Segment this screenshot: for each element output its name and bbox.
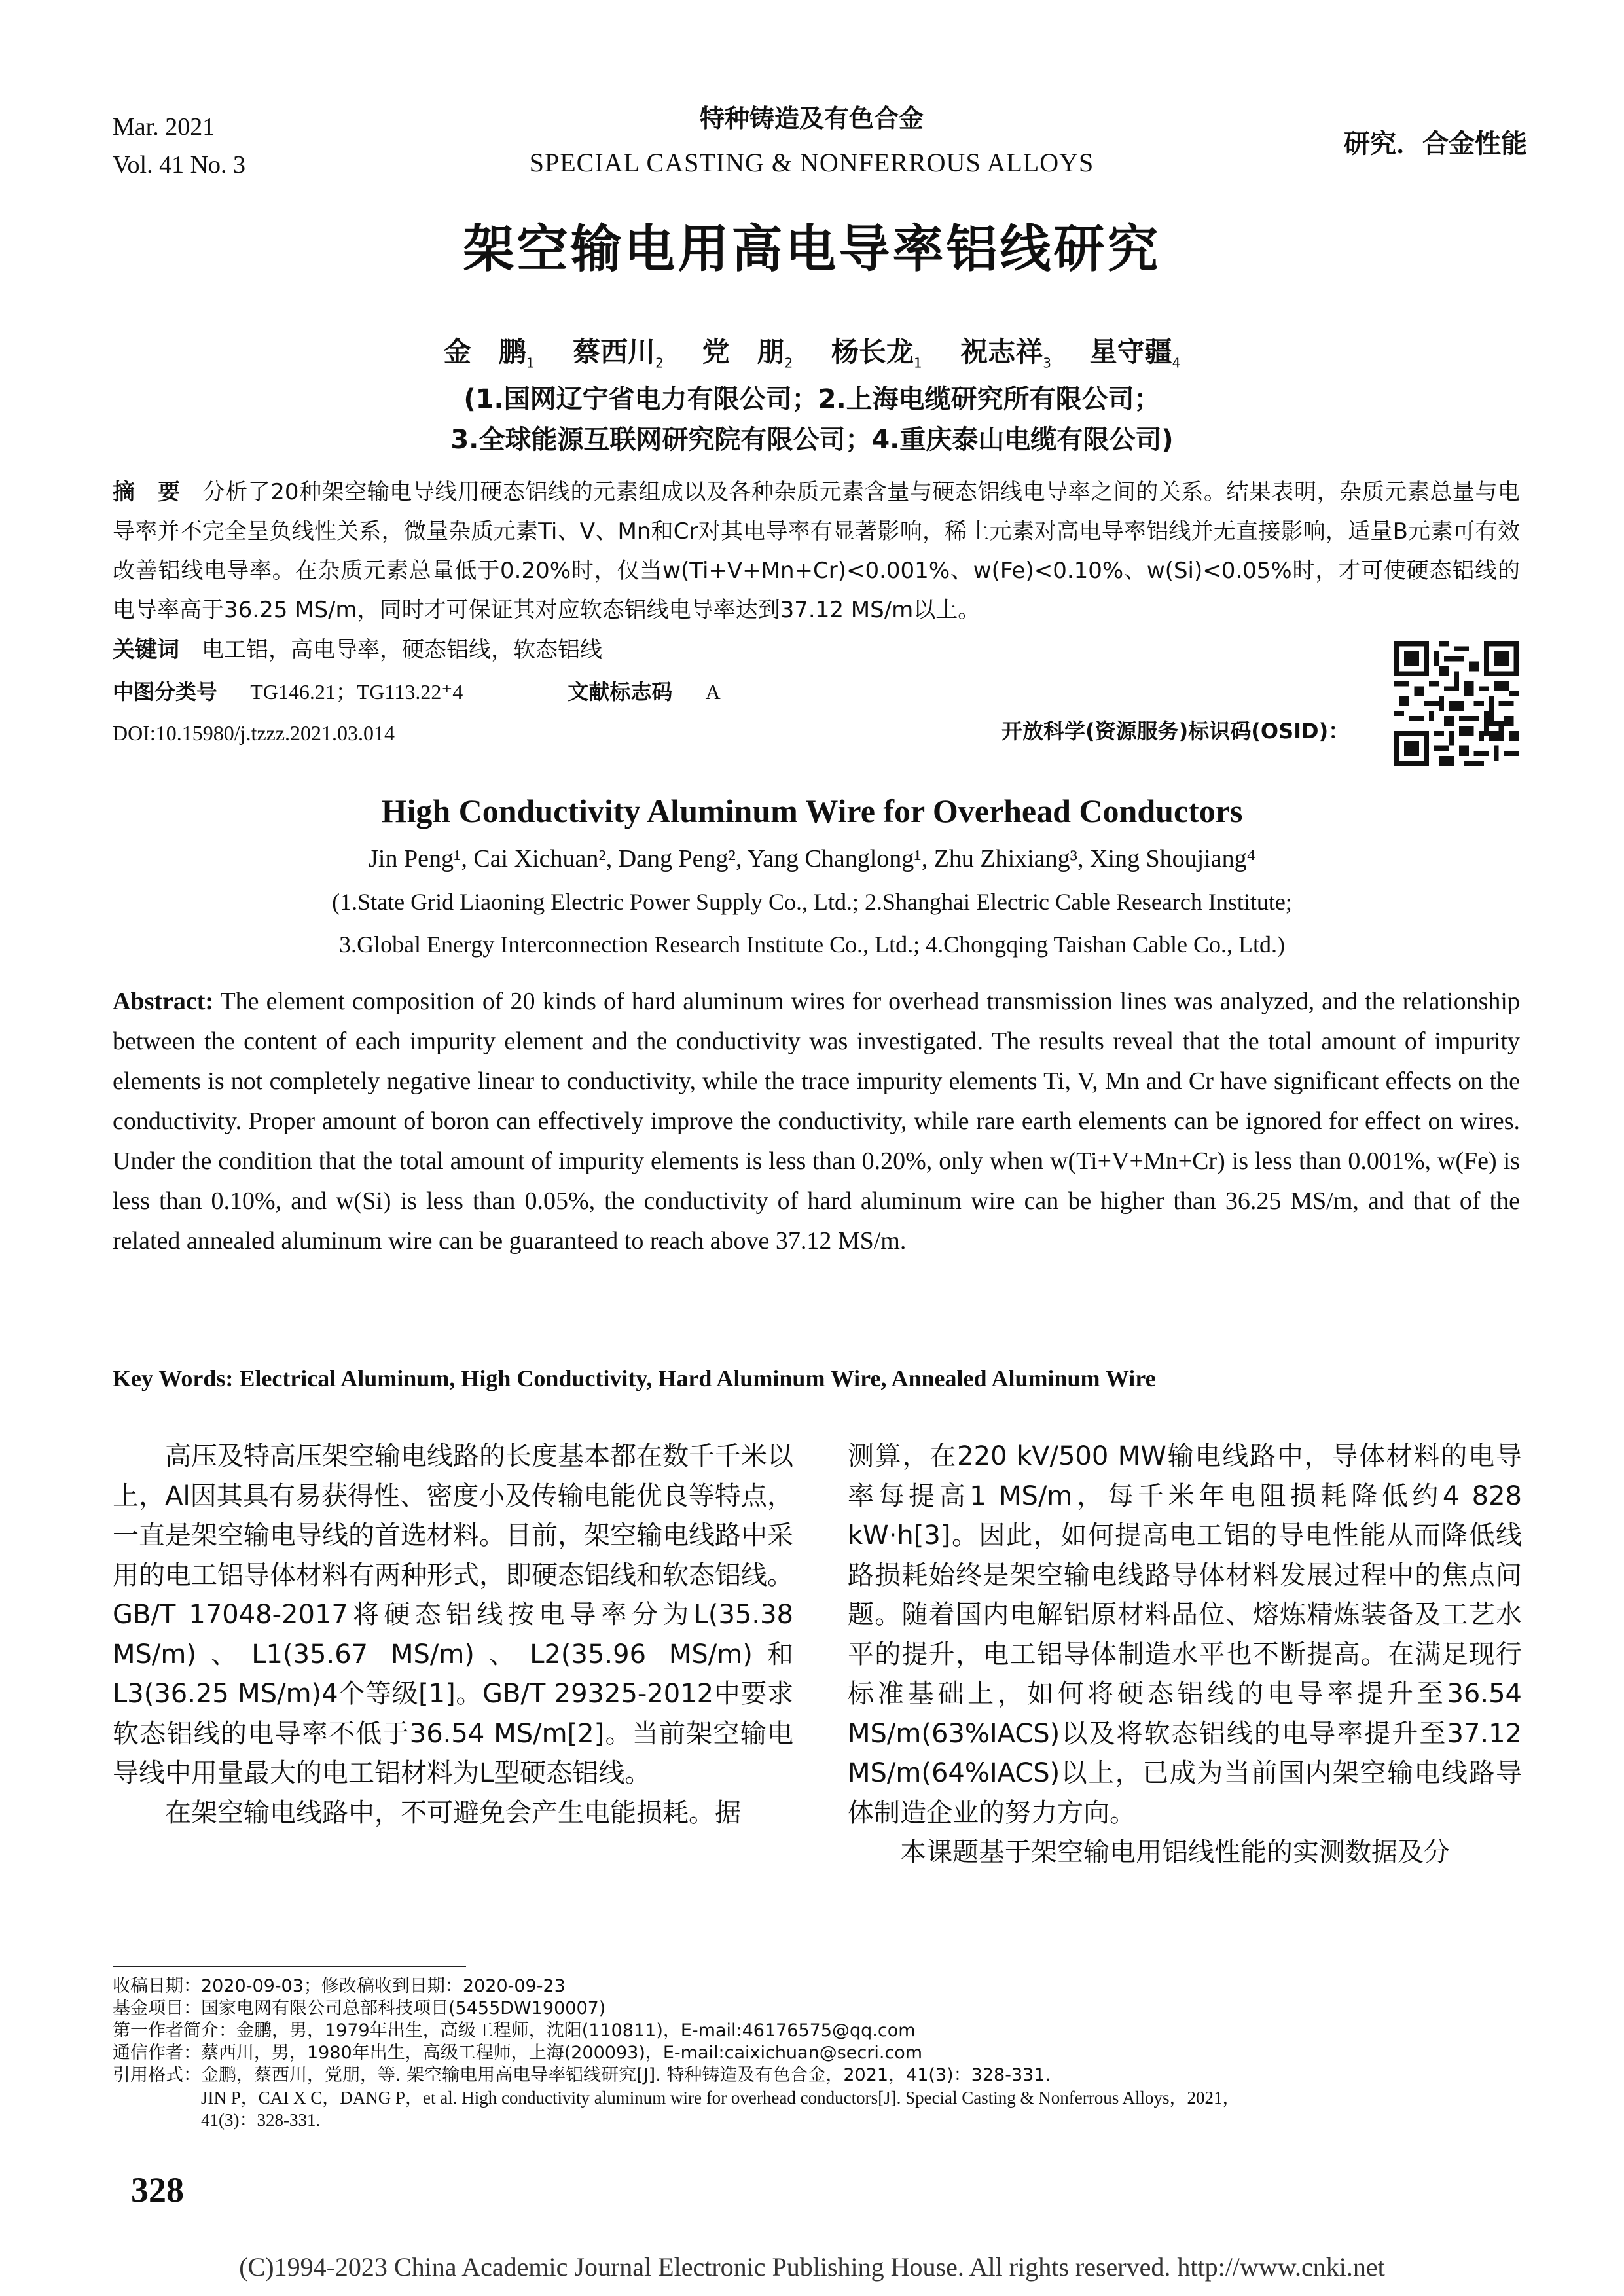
journal-name-cn: 特种铸造及有色合金: [699, 104, 924, 133]
paper-title-cn: 架空输电用高电导率铝线研究: [463, 220, 1161, 279]
keywords-en-text: Electrical Aluminum, High Conductivity, Hard Aluminum Wire, Annealed Aluminum Wire: [239, 1365, 1156, 1391]
body-paragraph: 高压及特高压架空输电线路的长度基本都在数千千米以上，Al因其具有易获得性、密度小及传输电能优良等特点，一直是架空输电导线的首选材料。目前，架空输电线路中采用的电工铝导体材料有两种形式，即硬态铝线和软态铝线。GB/T 17048-2017将硬态铝线按电导率分为L(35.38 MS/m)、L1(35.67 MS/m)、L2(35.96 MS/m)和L3(36.25 MS/m)4个等级[1]。GB/T 29325-2012中要求软态铝线的电导率不低于36.54 MS/m[2]。当前架空输电导线中用量最大的电工铝材料为L型硬态铝线。: [113, 1441, 793, 1788]
issue-date: Mar. 2021: [113, 113, 215, 141]
footnote-corresponding: 通信作者：蔡西川，男，1980年出生，高级工程师，上海(200093)，E-mail:caixichuan@secri.com: [113, 2043, 923, 2063]
keywords-cn-label: 关键词: [113, 637, 179, 663]
classification-line: [113, 675, 721, 706]
page-number: 328: [131, 2170, 184, 2210]
affiliation-en: (1.State Grid Liaoning Electric Power Supply Co., Ltd.; 2.Shanghai Electric Cable Research Institute;: [332, 889, 1292, 915]
affiliation-en: 3.Global Energy Interconnection Research Institute Co., Ltd.; 4.Chongqing Taishan Cable Co., Ltd.): [339, 931, 1285, 958]
body-column-right: [848, 1437, 1522, 1873]
section-label: 研究．合金性能: [1344, 129, 1527, 159]
qr-code-icon: [1394, 641, 1519, 766]
author-cn: 金 鹏$^1$: [443, 336, 535, 371]
abstract-en: [113, 982, 1520, 1261]
affiliation-cn: (1.国网辽宁省电力有限公司；2.上海电缆研究所有限公司；: [463, 384, 1161, 414]
clc-label: 中图分类号: [113, 679, 218, 704]
clc-value: TG146.21；TG113.22⁺4: [250, 680, 463, 704]
keywords-cn: [113, 632, 602, 664]
author-cn: 蔡西川$^2$: [573, 336, 664, 371]
abstract-en-label: Abstract:: [113, 988, 214, 1015]
author-cn: 杨长龙$^1$: [831, 336, 922, 371]
body-paragraph: 在架空输电线路中，不可避免会产生电能损耗。据: [165, 1797, 741, 1828]
affiliation-cn: 3.全球能源互联网研究院有限公司；4.重庆泰山电缆有限公司): [450, 425, 1174, 455]
footnotes: [113, 1975, 1520, 2131]
footnote-received: 收稿日期：2020-09-03；修改稿收到日期：2020-09-23: [113, 1976, 566, 1996]
footnote-divider: [113, 1966, 466, 1967]
footnote-citation-en: JIN P，CAI X C，DANG P，et al. High conductivity aluminum wire for overhead conductors[J]. Special Casting & Nonferrous Alloys，2021，: [113, 2088, 1240, 2108]
body-paragraph: 测算，在220 kV/500 MW输电线路中，导体材料的电导率每提高1 MS/m，每千米年电阻损耗降低约4 828 kW·h[3]。因此，如何提高电工铝的导电性能从而降低线路损耗始终是架空输电线路导体材料发展过程中的焦点问题。随着国内电解铝原材料品位、熔炼精炼装备及工艺水平的提升，电工铝导体制造水平也不断提高。在满足现行标准基础上，如何将硬态铝线的电导率提升至36.54 MS/m(63%IACS)以及将软态铝线的电导率提升至37.12 MS/m(64%IACS)以上，已成为当前国内架空输电线路导体制造企业的努力方向。: [848, 1441, 1522, 1828]
abstract-en-text: The element composition of 20 kinds of hard aluminum wires for overhead transmission lines was analyzed, and the relationship between the content of each impurity element and the conductivity was investigated. The results reveal that the total amount of impurity elements is not completely negative linear to conductivity, while the trace impurity elements Ti, V, Mn and Cr have significant effects on the conductivity. Proper amount of boron can effectively improve the conductivity, while rare earth elements can be ignored for effect on wires. Under the condition that the total amount of impurity elements is less than 0.20%, only when w(Ti+V+Mn+Cr) is less than 0.001%, w(Fe) is less than 0.10%, and w(Si) is less than 0.05%, the conductivity of hard aluminum wire can be higher than 36.25 MS/m, and that of the related annealed aluminum wire can be guaranteed to reach above 37.12 MS/m.: [113, 988, 1520, 1255]
paper-title-en: High Conductivity Aluminum Wire for Overhead Conductors: [381, 793, 1243, 829]
copyright-notice: (C)1994-2023 China Academic Journal Electronic Publishing House. All rights reserved. http://www.cnki.net: [239, 2252, 1385, 2282]
author-cn: 星守疆$^4$: [1089, 336, 1181, 371]
keywords-cn-text: 电工铝，高电导率，硬态铝线，软态铝线: [202, 637, 602, 663]
issue-info: [113, 108, 245, 184]
keywords-en-label: Key Words:: [113, 1365, 234, 1391]
footnote-funding: 基金项目：国家电网有限公司总部科技项目(5455DW190007): [113, 1998, 606, 2018]
author-list-en: Jin Peng¹, Cai Xichuan², Dang Peng², Yang Changlong¹, Zhu Zhixiang³, Xing Shoujiang⁴: [369, 845, 1255, 872]
keywords-en: [113, 1365, 1156, 1392]
body-column-left: [113, 1437, 793, 1833]
abstract-cn-label: 摘 要: [113, 479, 181, 505]
issue-volume: Vol. 41 No. 3: [113, 151, 246, 179]
author-cn: 祝志祥$^3$: [960, 336, 1051, 371]
osid-label: 开放科学(资源服务)标识码(OSID)：: [1001, 719, 1350, 744]
doi: DOI:10.15980/j.tzzz.2021.03.014: [113, 721, 395, 745]
footnote-first-author: 第一作者简介：金鹏，男，1979年出生，高级工程师，沈阳(110811)，E-mail:46176575@qq.com: [113, 2020, 916, 2041]
doc-code-label: 文献标志码: [568, 679, 673, 704]
footnote-citation-en: 41(3)：328-331.: [113, 2110, 321, 2130]
author-cn: 党 朋$^2$: [702, 336, 793, 371]
body-paragraph: 本课题基于架空输电用铝线性能的实测数据及分: [900, 1837, 1450, 1867]
doc-code-value: A: [705, 680, 721, 704]
journal-name-en: SPECIAL CASTING & NONFERROUS ALLOYS: [529, 148, 1094, 177]
footnote-citation: 引用格式：金鹏，蔡西川，党朋，等. 架空输电用高电导率铝线研究[J]. 特种铸造及有色合金，2021，41(3)：328-331.: [113, 2065, 1051, 2085]
abstract-cn-text: 分析了20种架空输电导线用硬态铝线的元素组成以及各种杂质元素含量与硬态铝线电导率之间的关系。结果表明，杂质元素总量与电导率并不完全呈负线性关系，微量杂质元素Ti、V、Mn和Cr对其电导率有显著影响，稀土元素对高电导率铝线并无直接影响，适量B元素可有效改善铝线电导率。在杂质元素总量低于0.20%时，仅当w(Ti+V+Mn+Cr)<0.001%、w(Fe)<0.10%、w(Si)<0.05%时，才可使硬态铝线的电导率高于36.25 MS/m，同时才可保证其对应软态铝线电导率达到37.12 MS/m以上。: [113, 479, 1520, 623]
abstract-cn: [113, 473, 1520, 630]
author-list-cn: [0, 331, 1624, 370]
